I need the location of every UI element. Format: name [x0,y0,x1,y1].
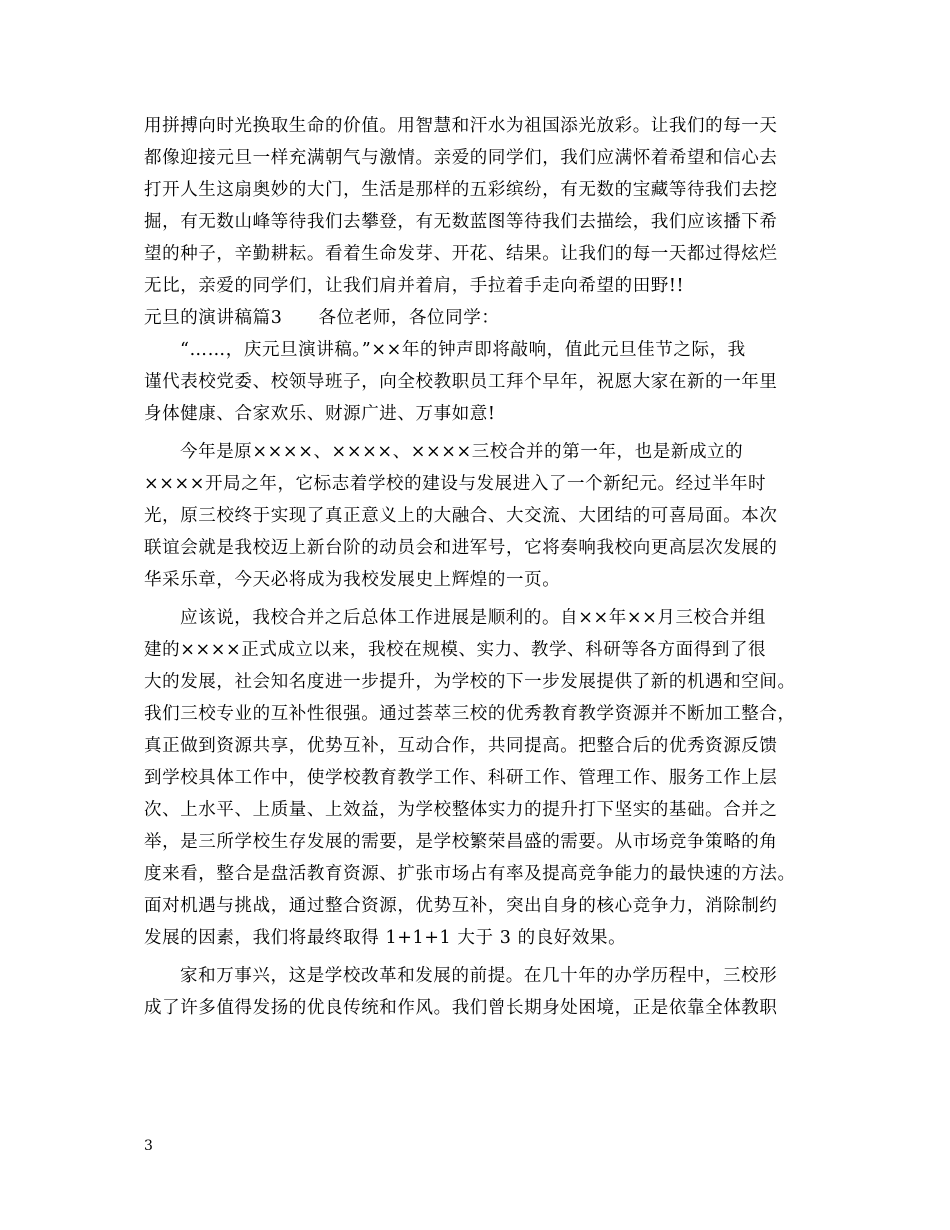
paragraph-3-line: 到学校具体工作中，使学校教育教学工作、科研工作、管理工作、服务工作上层 [144,768,778,788]
page-number: 3 [144,1138,153,1154]
paragraph-3-line: 大的发展，社会知名度进一步提升，为学校的下一步发展提供了新的机遇和空间。 [144,672,796,692]
paragraph-1-line: 谨代表校党委、校领导班子，向全校教职员工拜个早年，祝愿大家在新的一年里 [144,372,778,392]
paragraph-3-line: 发展的因素，我们将最终取得 1+1+1 大于 3 的良好效果。 [144,928,627,948]
paragraph-3-line: 应该说，我校合并之后总体工作进展是顺利的。自××年××月三校合并组 [180,608,766,628]
section-heading [144,302,814,334]
paragraph-3-line: 次、上水平、上质量、上效益，为学校整体实力的提升打下坚实的基础。合并之 [144,800,778,820]
paragraph-2-line: ××××开局之年，它标志着学校的建设与发展进入了一个新纪元。经过半年时 [144,474,767,494]
paragraph-1-line: “……，庆元旦演讲稿。”××年的钟声即将敲响，值此元旦佳节之际，我 [180,340,746,360]
paragraph-2-line: 联谊会就是我校迈上新台阶的动员会和进军号，它将奏响我校向更高层次发展的 [144,538,778,558]
text-line: 用拼搏向时光换取生命的价值。用智慧和汗水为祖国添光放彩。让我们的每一天 [144,116,778,136]
paragraph-2-line: 光，原三校终于实现了真正意义上的大融合、大交流、大团结的可喜局面。本次 [144,506,778,526]
paragraph-3-line: 真正做到资源共享，优势互补，互动合作，共同提高。把整合后的优秀资源反馈 [144,736,778,756]
paragraph-2-line: 华采乐章，今天必将成为我校发展史上辉煌的一页。 [144,570,561,590]
text-line: 掘，有无数山峰等待我们去攀登，有无数蓝图等待我们去描绘，我们应该播下希 [144,212,778,232]
text-line: 无比，亲爱的同学们，让我们肩并着肩，手拉着手走向希望的田野!! [144,276,685,296]
text-line: 打开人生这扇奥妙的大门，生活是那样的五彩缤纷，有无数的宝藏等待我们去挖 [144,180,778,200]
document-body [144,110,814,1024]
paragraph-1-line: 身体健康、合家欢乐、财源广进、万事如意! [144,404,496,424]
section-title: 元旦的演讲稿篇3 [144,308,283,328]
paragraph-3-line: 面对机遇与挑战，通过整合资源，优势互补，突出自身的核心竞争力，消除制约 [144,896,778,916]
paragraph-2-line: 今年是原××××、××××、××××三校合并的第一年，也是新成立的 [180,442,744,462]
text-line: 望的种子，辛勤耕耘。看着生命发芽、开花、结果。让我们的每一天都过得炫烂 [144,244,778,264]
paragraph-3-line: 度来看，整合是盘活教育资源、扩张市场占有率及提高竞争能力的最快速的方法。 [144,864,796,884]
paragraph-3-line: 举，是三所学校生存发展的需要，是学校繁荣昌盛的需要。从市场竞争策略的角 [144,832,778,852]
paragraph-3-line: 建的××××正式成立以来，我校在规模、实力、教学、科研等各方面得到了很 [144,640,767,660]
paragraph-3-line: 我们三校专业的互补性很强。通过荟萃三校的优秀教育教学资源并不断加工整合， [144,704,796,724]
salutation: 各位老师，各位同学： [318,308,500,328]
paragraph-4-line: 家和万事兴，这是学校改革和发展的前提。在几十年的办学历程中，三校形 [180,966,778,986]
paragraph-4-line: 成了许多值得发扬的优良传统和作风。我们曾长期身处困境，正是依靠全体教职 [144,998,778,1018]
text-line: 都像迎接元旦一样充满朝气与激情。亲爱的同学们，我们应满怀着希望和信心去 [144,148,778,168]
